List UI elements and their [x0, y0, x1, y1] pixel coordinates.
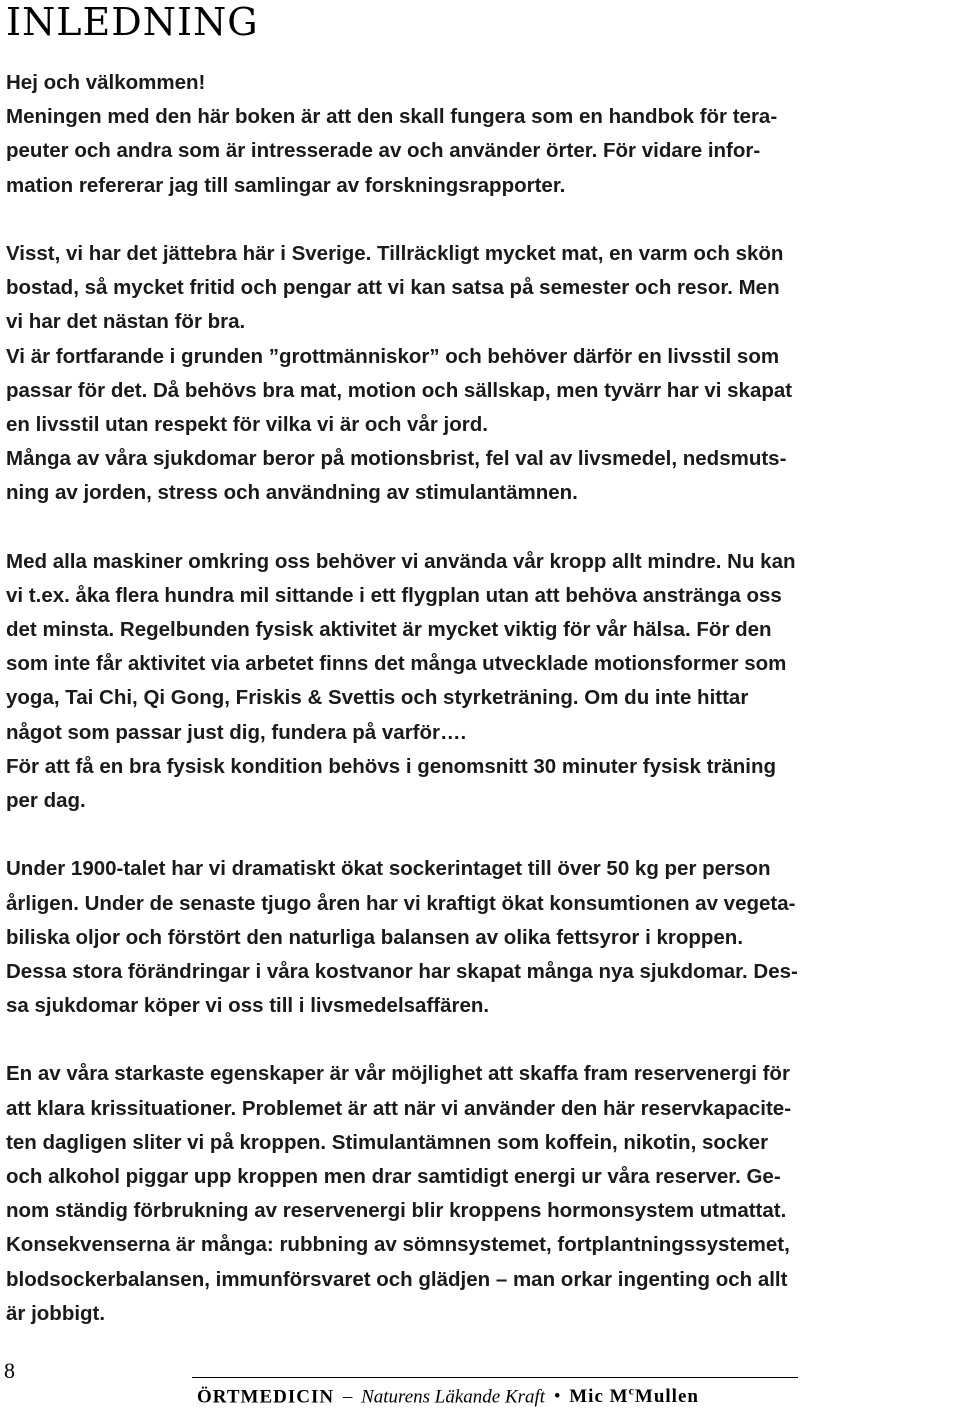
text-line: är jobbigt.	[6, 1301, 106, 1325]
paragraph	[6, 1057, 951, 1331]
text-line: yoga, Tai Chi, Qi Gong, Friskis & Svettis och styrketräning. Om du inte hittar	[6, 686, 749, 710]
footer-rule	[192, 1377, 798, 1378]
page-heading: INLEDNING	[6, 0, 259, 44]
text-line: Under 1900-talet har vi dramatiskt ökat sockerintaget till över 50 kg per person	[6, 857, 771, 881]
text-line: vi har det nästan för bra.	[6, 310, 246, 334]
text-line: peuter och andra som är intresserade av och använder örter. För vidare infor-	[6, 139, 761, 163]
paragraph-gap	[6, 203, 951, 237]
text-line: blodsockerbalansen, immunförsvaret och glädjen – man orkar ingenting och allt	[6, 1267, 788, 1291]
footer-author-sup: c	[628, 1384, 635, 1398]
text-line: per dag.	[6, 788, 86, 812]
paragraph-gap	[6, 818, 951, 852]
text-line: sa sjukdomar köper vi oss till i livsmedelsaffären.	[6, 994, 490, 1018]
text-line: något som passar just dig, fundera på varför….	[6, 720, 467, 744]
text-line: ning av jorden, stress och användning av stimulantämnen.	[6, 481, 578, 505]
text-line: nom ständig förbrukning av reservenergi blir kroppens hormonsystem utmattat.	[6, 1199, 787, 1223]
paragraph	[6, 237, 951, 511]
paragraph	[6, 66, 951, 203]
body-text	[6, 66, 951, 1331]
text-line: vi t.ex. åka flera hundra mil sittande i ett flygplan utan att behöva anstränga oss	[6, 583, 782, 607]
text-line: det minsta. Regelbunden fysisk aktivitet är mycket viktig för vår hälsa. För den	[6, 618, 772, 641]
running-footer	[197, 1384, 797, 1408]
paragraph-gap	[6, 510, 951, 544]
paragraph	[6, 852, 951, 1023]
text-line: Med alla maskiner omkring oss behöver vi använda vår kropp allt mindre. Nu kan	[6, 549, 796, 573]
text-line: Vi är fortfarande i grunden ”grottmänniskor” och behöver därför en livsstil som	[6, 344, 780, 368]
text-line: att klara krissituationer. Problemet är att när vi använder den här reservkapacite-	[6, 1096, 792, 1120]
footer-bullet: •	[553, 1386, 561, 1408]
footer-author-suffix: Mullen	[634, 1386, 699, 1408]
text-line: För att få en bra fysisk kondition behövs i genomsnitt 30 minuter fysisk träning	[6, 754, 777, 778]
text-line: årligen. Under de senaste tjugo åren har vi kraftigt ökat konsumtionen av vegeta-	[6, 891, 796, 915]
paragraph	[6, 545, 951, 819]
footer-dash: –	[342, 1386, 353, 1408]
text-line: En av våra starkaste egenskaper är vår möjlighet att skaffa fram reservenergi för	[6, 1062, 790, 1086]
footer-tagline: Naturens Läkande Kraft	[361, 1386, 546, 1408]
paragraph-gap	[6, 1023, 951, 1057]
footer-author	[569, 1386, 699, 1407]
text-line: Konsekvenserna är många: rubbning av sömnsystemet, fortplantningssystemet,	[6, 1233, 790, 1257]
text-line: Hej och välkommen!	[6, 71, 206, 94]
text-line: Meningen med den här boken är att den skall fungera som en handbok för tera-	[6, 105, 778, 129]
text-line: Många av våra sjukdomar beror på motionsbrist, fel val av livsmedel, nedsmuts-	[6, 447, 787, 471]
text-line: och alkohol piggar upp kroppen men drar samtidigt energi ur våra reserver. Ge-	[6, 1165, 781, 1188]
text-line: Visst, vi har det jättebra här i Sverige. Tillräckligt mycket mat, en varm och skön	[6, 241, 784, 265]
text-line: passar för det. Då behövs bra mat, motion och sällskap, men tyvärr har vi skapat	[6, 378, 793, 402]
text-line: mation refererar jag till samlingar av forskningsrapporter.	[6, 173, 566, 197]
page-number: 8	[4, 1358, 15, 1383]
text-line: bostad, så mycket fritid och pengar att vi kan satsa på semester och resor. Men	[6, 276, 780, 300]
footer-brand: ÖRTMEDICIN	[197, 1386, 335, 1408]
text-line: biliska oljor och förstört den naturliga balansen av olika fettsyror i kroppen.	[6, 925, 744, 949]
text-line: en livsstil utan respekt för vilka vi är och vår jord.	[6, 412, 488, 436]
text-line: som inte får aktivitet via arbetet finns det många utvecklade motionsformer som	[6, 652, 787, 676]
footer-author-prefix: Mic M	[569, 1386, 629, 1408]
text-line: ten dagligen sliter vi på kroppen. Stimulantämnen som koffein, nikotin, socker	[6, 1130, 769, 1154]
text-line: Dessa stora förändringar i våra kostvanor har skapat många nya sjukdomar. Des-	[6, 959, 798, 983]
